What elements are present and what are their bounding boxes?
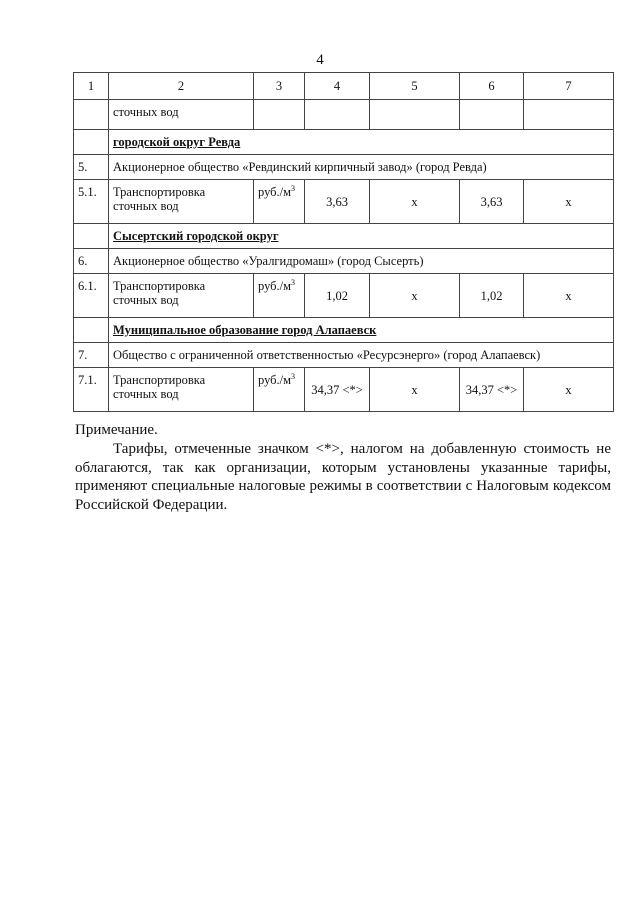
table-cell — [74, 100, 109, 130]
unit-superscript: 3 — [291, 277, 296, 287]
tariff-value: х — [370, 180, 460, 224]
table-cell — [74, 318, 109, 343]
service-row — [74, 180, 614, 224]
row-number: 7.1. — [74, 368, 109, 412]
unit-superscript: 3 — [291, 371, 296, 381]
service-name: Транспортировка сточных вод — [109, 180, 254, 224]
table-header-row — [74, 73, 614, 100]
row-number: 5.1. — [74, 180, 109, 224]
continuation-row — [74, 100, 614, 130]
section-title-cell — [109, 224, 614, 249]
section-title-cell — [109, 130, 614, 155]
table-cell — [524, 100, 614, 130]
tariff-value: х — [524, 274, 614, 318]
organization-row — [74, 249, 614, 274]
table-cell — [305, 100, 370, 130]
tariff-value: 1,02 — [305, 274, 370, 318]
section-title: городской округ Ревда — [113, 135, 241, 149]
organization-name: Акционерное общество «Уралгидромаш» (город Сысерть) — [109, 249, 614, 274]
section-title: Муниципальное образование город Алапаевск — [113, 323, 377, 337]
column-header: 3 — [254, 73, 305, 100]
tariff-value: х — [524, 180, 614, 224]
column-header: 5 — [370, 73, 460, 100]
unit-label: руб./м — [258, 185, 292, 199]
column-header: 2 — [109, 73, 254, 100]
unit-superscript: 3 — [291, 183, 296, 193]
unit-label: руб./м — [258, 279, 292, 293]
table-cell — [370, 100, 460, 130]
unit-label: руб./м — [258, 373, 292, 387]
organization-name: Общество с ограниченной ответственностью «Ресурсэнерго» (город Алапаевск) — [109, 343, 614, 368]
tariff-value: 34,37 <*> — [460, 368, 524, 412]
row-number: 7. — [74, 343, 109, 368]
unit-cell — [254, 180, 305, 224]
table-cell — [74, 130, 109, 155]
tariff-value: 34,37 <*> — [305, 368, 370, 412]
service-name: Транспортировка сточных вод — [109, 274, 254, 318]
row-number: 6.1. — [74, 274, 109, 318]
unit-cell — [254, 368, 305, 412]
column-header: 7 — [524, 73, 614, 100]
section-row — [74, 224, 614, 249]
note-heading: Примечание. — [75, 422, 158, 438]
note-text: Тарифы, отмеченные значком <*>, налогом на добавленную стоимость не облагаются, так как организации, которым установлены указанные тарифы, применяют специальные налоговые режимы в соответствии с Налоговым кодексом Российской Федерации. — [75, 441, 611, 513]
tariff-value: х — [370, 274, 460, 318]
table-cell — [254, 100, 305, 130]
tariff-value: 3,63 — [305, 180, 370, 224]
table-cell — [460, 100, 524, 130]
row-number: 6. — [74, 249, 109, 274]
service-row — [74, 274, 614, 318]
section-title-cell — [109, 318, 614, 343]
tariff-value: х — [524, 368, 614, 412]
tariff-table — [73, 72, 614, 412]
section-row — [74, 318, 614, 343]
row-number: 5. — [74, 155, 109, 180]
column-header: 6 — [460, 73, 524, 100]
table-cell — [74, 224, 109, 249]
organization-row — [74, 155, 614, 180]
unit-cell — [254, 274, 305, 318]
organization-row — [74, 343, 614, 368]
organization-name: Акционерное общество «Ревдинский кирпичный завод» (город Ревда) — [109, 155, 614, 180]
continuation-text: сточных вод — [109, 100, 254, 130]
service-name: Транспортировка сточных вод — [109, 368, 254, 412]
column-header: 4 — [305, 73, 370, 100]
tariff-value: 1,02 — [460, 274, 524, 318]
page-number: 4 — [316, 52, 324, 68]
service-row — [74, 368, 614, 412]
column-header: 1 — [74, 73, 109, 100]
tariff-value: х — [370, 368, 460, 412]
tariff-value: 3,63 — [460, 180, 524, 224]
section-row — [74, 130, 614, 155]
section-title: Сысертский городской округ — [113, 229, 279, 243]
